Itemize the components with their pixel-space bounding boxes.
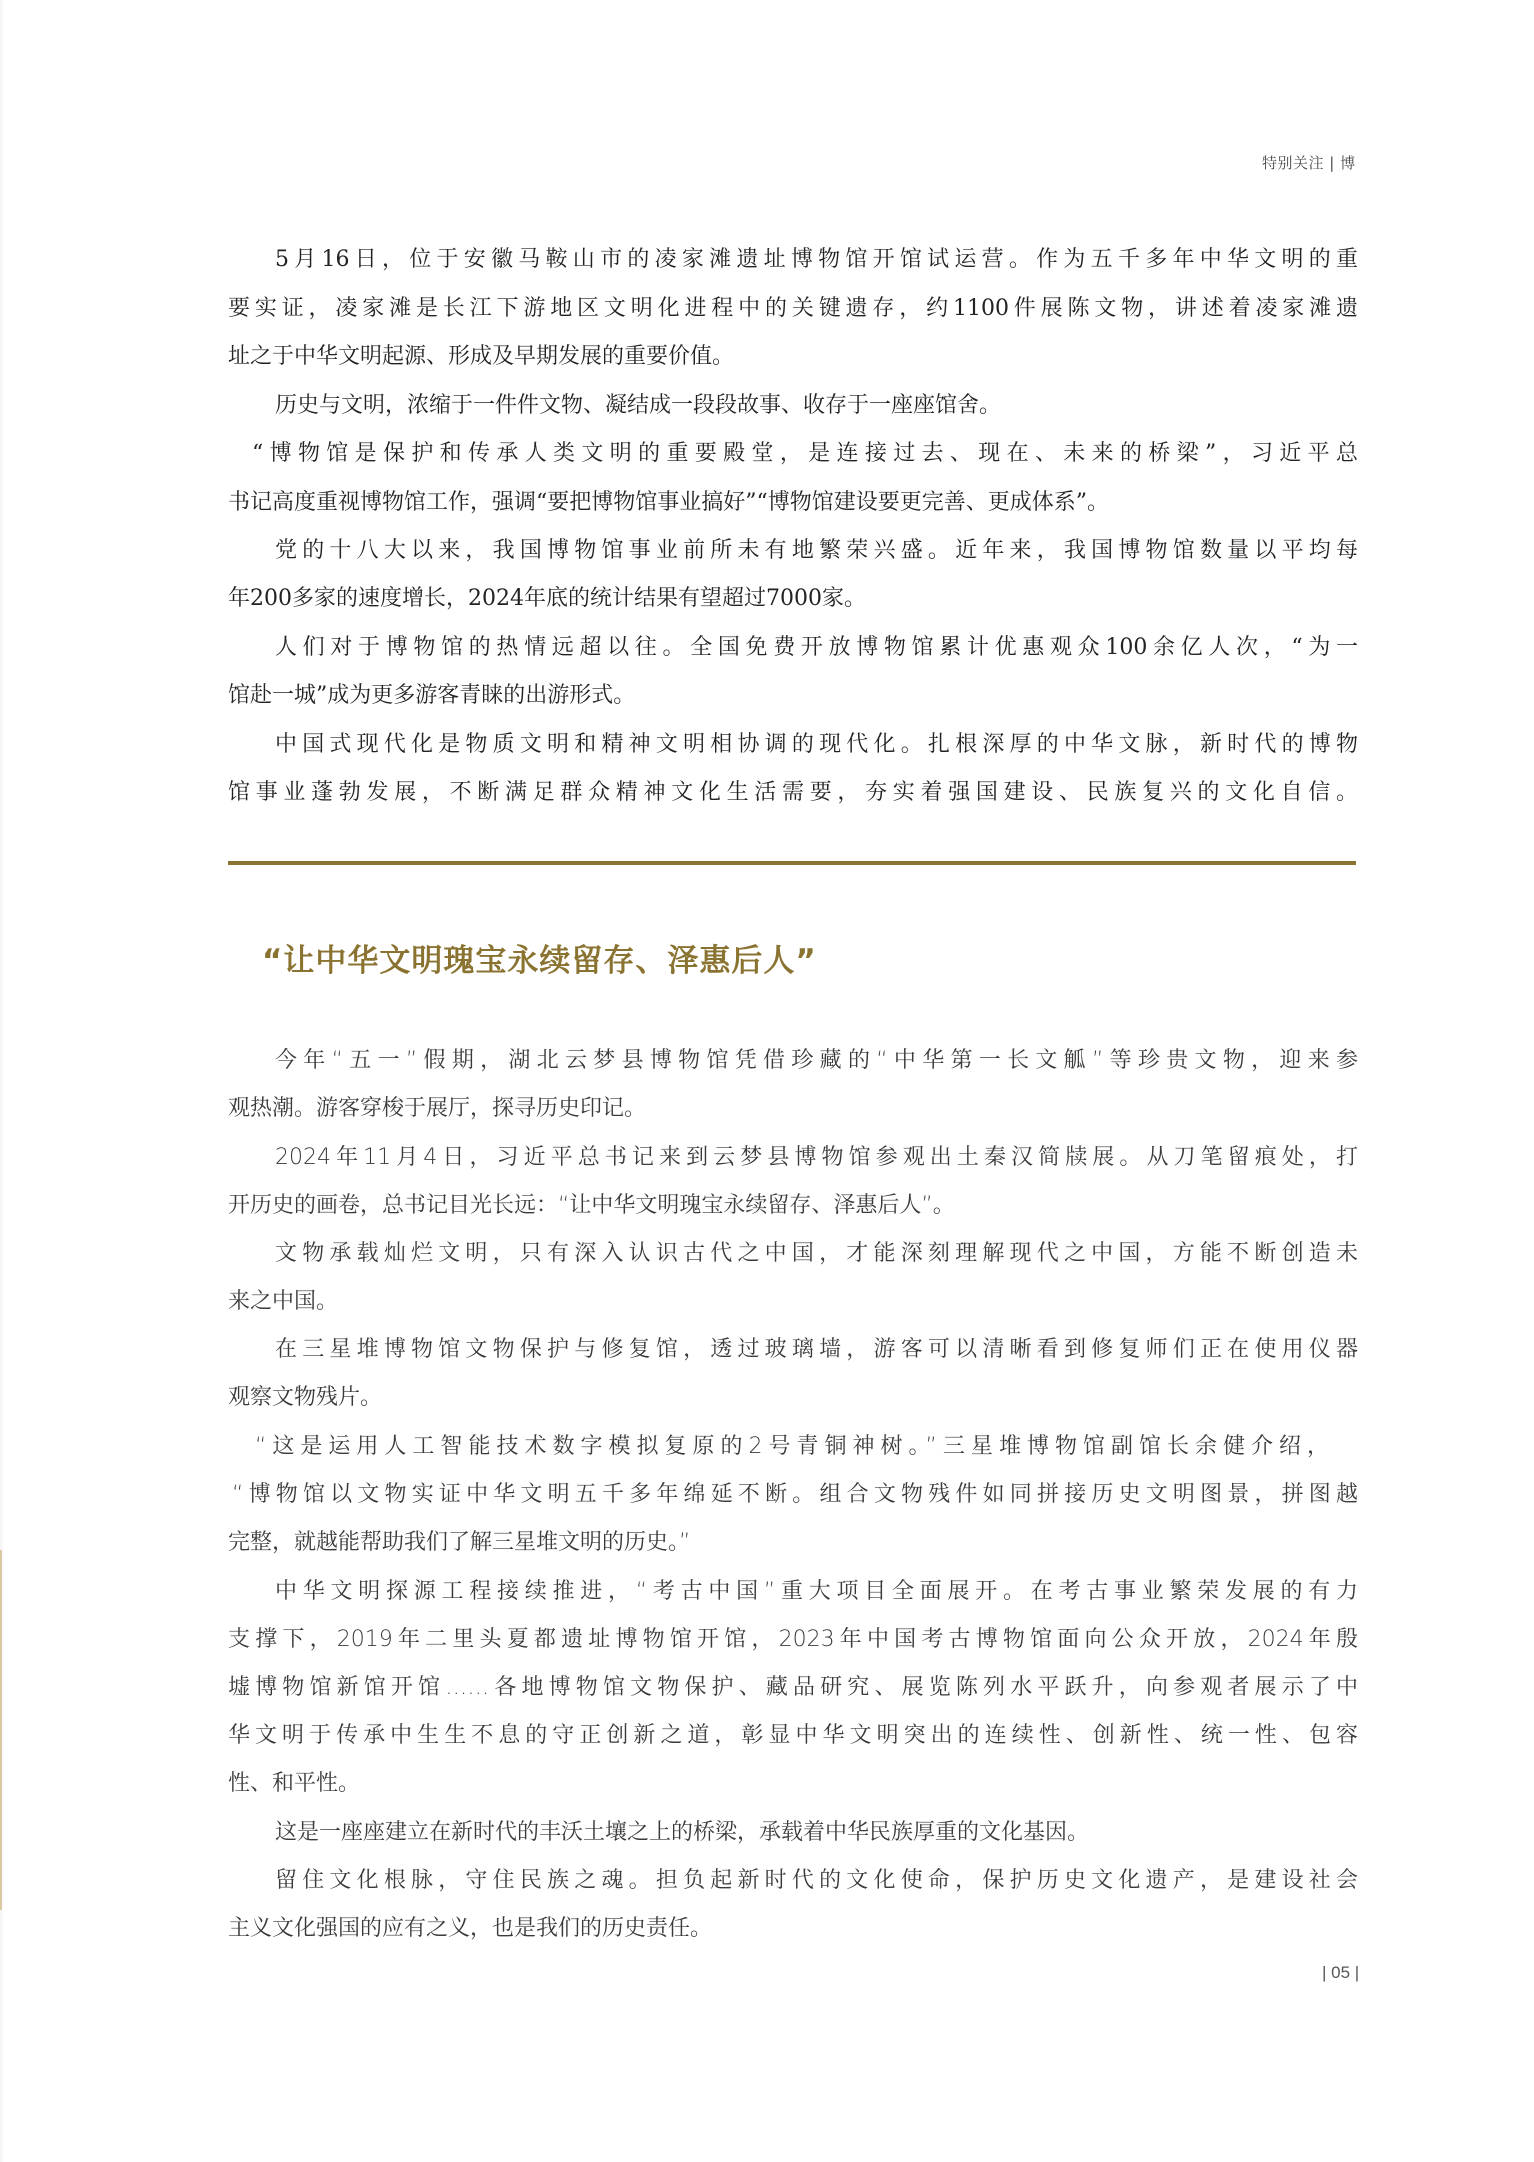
running-head: 特别关注 | 博 xyxy=(1262,154,1356,172)
paragraph-line: 要实证，凌家滩是长江下游地区文明化进程中的关键遗存，约1100件展陈文物，讲述着凌家滩遗 xyxy=(228,296,1358,321)
page-number: | 05 | xyxy=(1322,1963,1360,1982)
paragraph-line: 中国式现代化是物质文明和精神文明相协调的现代化。扎根深厚的中华文脉，新时代的博物 xyxy=(275,732,1358,757)
paragraph-line: “这是运用人工智能技术数字模拟复原的2号青铜神树。”三星堆博物馆副馆长余健介绍， xyxy=(255,1434,1329,1459)
section-divider xyxy=(228,861,1356,865)
paragraph-line: 观察文物残片。 xyxy=(228,1385,383,1410)
paragraph-line: 观热潮。游客穿梭于展厅，探寻历史印记。 xyxy=(228,1096,647,1121)
paragraph-line: 华文明于传承中生生不息的守正创新之道，彰显中华文明突出的连续性、创新性、统一性、包容 xyxy=(228,1723,1358,1748)
paragraph-line: 性、和平性。 xyxy=(228,1771,361,1796)
paragraph-line: 支撑下，2019年二里头夏都遗址博物馆开馆，2023年中国考古博物馆面向公众开放，2024年殷 xyxy=(228,1627,1358,1652)
paragraph-line: 主义文化强国的应有之义，也是我们的历史责任。 xyxy=(228,1916,713,1941)
paragraph-line: “博物馆以文物实证中华文明五千多年绵延不断。组合文物残件如同拼接历史文明图景，拼图越 xyxy=(232,1482,1358,1507)
paragraph-line: “博物馆是保护和传承人类文明的重要殿堂，是连接过去、现在、未来的桥梁”，习近平总 xyxy=(252,441,1358,466)
paragraph-line: 开历史的画卷，总书记目光长远：“让中华文明瑰宝永续留存、泽惠后人”。 xyxy=(228,1193,955,1218)
paragraph-line: 留住文化根脉，守住民族之魂。担负起新时代的文化使命，保护历史文化遗产，是建设社会 xyxy=(275,1868,1358,1893)
paragraph-line: 历史与文明，浓缩于一件件文物、凝结成一段段故事、收存于一座座馆舍。 xyxy=(275,393,1002,418)
paragraph-line: 这是一座座建立在新时代的丰沃土壤之上的桥梁，承载着中华民族厚重的文化基因。 xyxy=(275,1820,1090,1845)
paragraph-line: 2024年11月4日，习近平总书记来到云梦县博物馆参观出土秦汉简牍展。从刀笔留痕处，打 xyxy=(275,1145,1358,1170)
paragraph-line: 年200多家的速度增长，2024年底的统计结果有望超过7000家。 xyxy=(228,586,866,611)
paragraph-line: 书记高度重视博物馆工作，强调“要把博物馆事业搞好”“博物馆建设要更完善、更成体系”。 xyxy=(228,490,1109,515)
paragraph-line: 中华文明探源工程接续推进，“考古中国”重大项目全面展开。在考古事业繁荣发展的有力 xyxy=(275,1579,1358,1604)
paragraph-line: 馆事业蓬勃发展，不断满足群众精神文化生活需要，夯实着强国建设、民族复兴的文化自信。 xyxy=(228,780,1358,805)
page-edge-accent xyxy=(0,1550,2,1910)
paragraph-line: 党的十八大以来，我国博物馆事业前所未有地繁荣兴盛。近年来，我国博物馆数量以平均每 xyxy=(275,538,1358,563)
paragraph-line: 来之中国。 xyxy=(228,1289,339,1314)
paragraph-line: 墟博物馆新馆开馆……各地博物馆文物保护、藏品研究、展览陈列水平跃升，向参观者展示了中 xyxy=(228,1675,1358,1700)
paragraph-line: 址之于中华文明起源、形成及早期发展的重要价值。 xyxy=(228,344,735,369)
paragraph-line: 在三星堆博物馆文物保护与修复馆，透过玻璃墙，游客可以清晰看到修复师们正在使用仪器 xyxy=(275,1337,1358,1362)
paragraph-line: 完整，就越能帮助我们了解三星堆文明的历史。” xyxy=(228,1530,691,1555)
paragraph-line: 5月16日，位于安徽马鞍山市的凌家滩遗址博物馆开馆试运营。作为五千多年中华文明的重 xyxy=(275,247,1358,272)
section-title: “让中华文明瑰宝永续留存、泽惠后人” xyxy=(262,943,817,979)
paragraph-line: 人们对于博物馆的热情远超以往。全国免费开放博物馆累计优惠观众100余亿人次，“为一 xyxy=(275,635,1358,660)
paragraph-line: 文物承载灿烂文明，只有深入认识古代之中国，才能深刻理解现代之中国，方能不断创造未 xyxy=(275,1241,1358,1266)
paragraph-line: 今年“五一”假期，湖北云梦县博物馆凭借珍藏的“中华第一长文觚”等珍贵文物，迎来参 xyxy=(275,1048,1358,1073)
paragraph-line: 馆赴一城”成为更多游客青睐的出游形式。 xyxy=(228,683,636,708)
